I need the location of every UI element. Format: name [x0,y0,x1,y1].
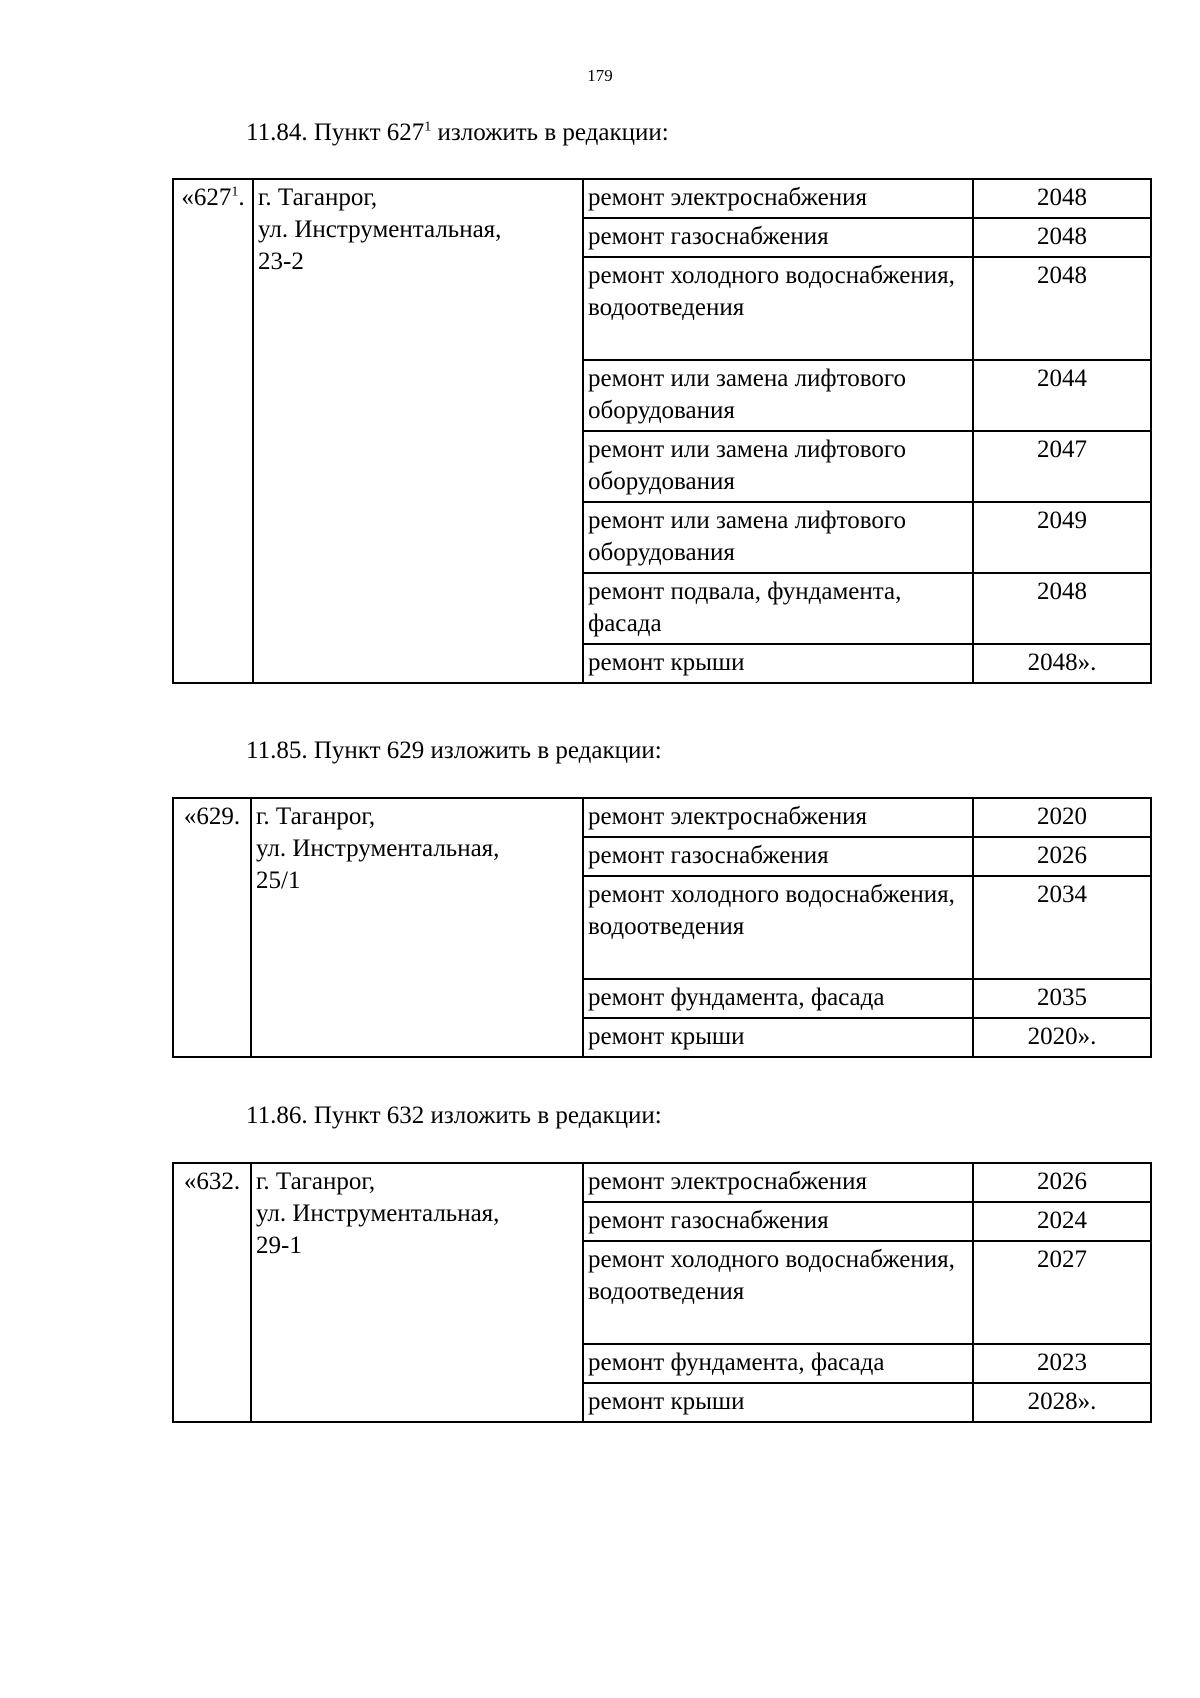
work-cell: ремонт крыши [583,1018,973,1057]
section-heading [246,118,669,148]
table-row [173,179,1151,218]
work-cell: ремонт фундамента, фасада [583,1344,973,1383]
work-cell: ремонт газоснабжения [583,218,973,257]
year-cell: 2023 [973,1344,1151,1383]
year-cell: 2048 [973,218,1151,257]
work-cell: ремонт газоснабжения [583,1202,973,1241]
year-cell: 2034 [973,876,1151,979]
work-cell: ремонт крыши [583,1383,973,1422]
year-cell: 2024 [973,1202,1151,1241]
work-cell: ремонт холодного водоснабжения, водоотведения [583,1241,973,1344]
year-cell: 2048 [973,257,1151,360]
work-cell: ремонт электроснабжения [583,798,973,837]
year-cell: 2047 [973,431,1151,502]
heading-superscript: 1 [424,119,432,135]
table-row [173,798,1151,837]
item-number-superscript: 1 [231,184,239,200]
work-cell: ремонт подвала, фундамента, фасада [583,573,973,644]
page-number: 179 [587,66,613,85]
item-number: «627 [181,184,232,211]
work-cell: ремонт или замена лифтового оборудования [583,502,973,573]
year-cell: 2048». [973,644,1151,683]
address-line: 29-1 [256,1232,302,1259]
year-cell: 2020». [973,1018,1151,1057]
section-heading: 11.85. Пункт 629 изложить в редакции: [246,737,662,764]
address-line: ул. Инструментальная, [258,216,502,243]
address-cell [251,798,583,1057]
amendment-table [172,1162,1152,1423]
year-cell: 2027 [973,1241,1151,1344]
year-cell: 2044 [973,360,1151,431]
address-line: г. Таганрог, [256,803,376,830]
item-number-suffix: . [238,184,245,211]
year-cell: 2028». [973,1383,1151,1422]
year-cell: 2026 [973,837,1151,876]
item-number-cell [173,179,253,683]
year-cell: 2048 [973,179,1151,218]
amendment-table [172,797,1152,1058]
address-line: г. Таганрог, [256,1168,376,1195]
work-cell: ремонт или замена лифтового оборудования [583,360,973,431]
item-number-cell: «629. [173,798,251,1057]
year-cell: 2035 [973,979,1151,1018]
work-cell: ремонт крыши [583,644,973,683]
amendment-table [172,178,1152,684]
address-line: г. Таганрог, [258,184,378,211]
work-cell: ремонт или замена лифтового оборудования [583,431,973,502]
address-line: ул. Инструментальная, [256,835,500,862]
year-cell: 2049 [973,502,1151,573]
address-line: ул. Инструментальная, [256,1200,500,1227]
work-cell: ремонт холодного водоснабжения, водоотведения [583,876,973,979]
address-line: 23-2 [258,248,304,275]
work-cell: ремонт фундамента, фасада [583,979,973,1018]
year-cell: 2048 [973,573,1151,644]
year-cell: 2026 [973,1163,1151,1202]
address-cell [251,1163,583,1422]
heading-text-tail: изложить в редакции: [431,119,669,146]
address-cell [253,179,583,683]
table-row [173,1163,1151,1202]
work-cell: ремонт электроснабжения [583,1163,973,1202]
address-line: 25/1 [256,867,301,894]
section-heading: 11.86. Пункт 632 изложить в редакции: [246,1102,662,1129]
item-number-cell: «632. [173,1163,251,1422]
work-cell: ремонт холодного водоснабжения, водоотведения [583,257,973,360]
heading-text: 11.84. Пункт 627 [246,119,425,146]
work-cell: ремонт электроснабжения [583,179,973,218]
work-cell: ремонт газоснабжения [583,837,973,876]
year-cell: 2020 [973,798,1151,837]
